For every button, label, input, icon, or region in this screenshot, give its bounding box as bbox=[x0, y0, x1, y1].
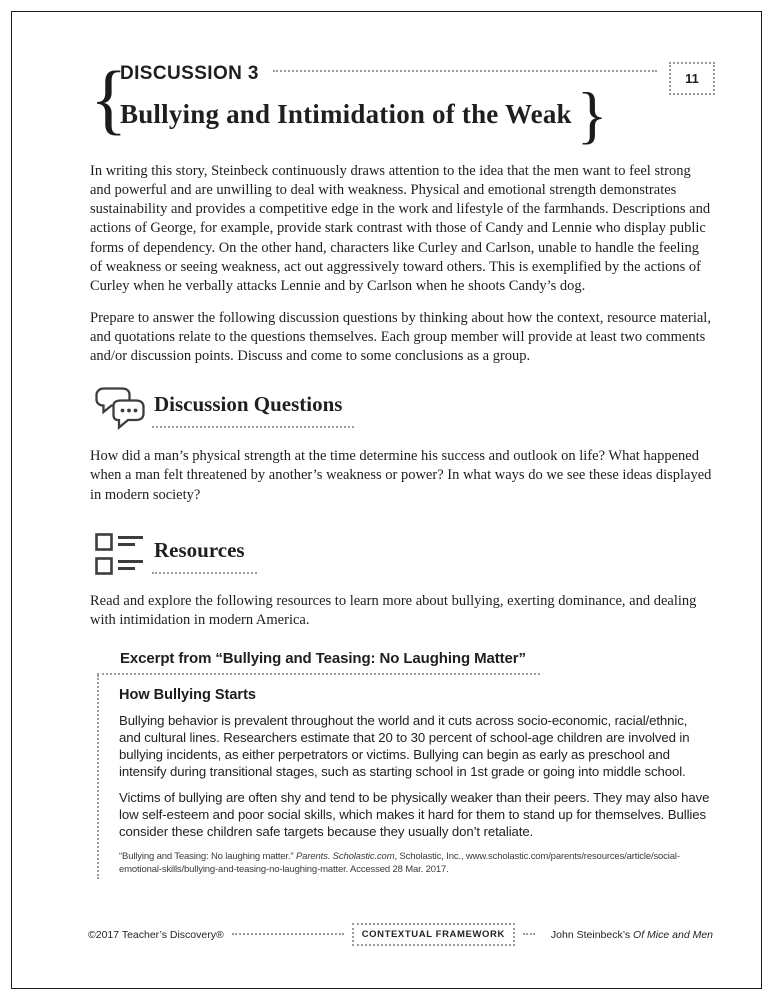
document-header bbox=[90, 55, 712, 150]
citation-article-title: “Bullying and Teasing: No laughing matter.” bbox=[119, 851, 296, 863]
excerpt-subheading: How Bullying Starts bbox=[119, 686, 256, 703]
page-footer bbox=[88, 923, 713, 946]
page-number: 11 bbox=[685, 71, 699, 86]
resources-intro-text: Read and explore the following resources to learn more about bullying, exerting dominance, and dealing with intimidation in modern America. bbox=[90, 592, 697, 628]
page-title: Bullying and Intimidation of the Weak bbox=[120, 98, 572, 129]
discussion-questions-header bbox=[90, 386, 712, 431]
intro-paragraph-1: In writing this story, Steinbeck continuously draws attention to the idea that the men want to feel strong and powerful and are unwilling to deal with weakness. Physical and emotional strength demonstrates sustainability and provides a competitive edge in the work and lifestyle of the farmhands. Descriptions and actions of George, for example, provide stark contrast with those of Candy and Lennie who display public forms of dependency. On the other hand, characters like Curley and Carlson, unable to handle the feeling of weakness or seeing weakness, act out aggressively toward others. This is exemplified by the actions of Curley when he verbally attacks Lennie and by Carlson when he shoots Candy’s dog. bbox=[90, 163, 711, 294]
citation-details: , Scholastic, Inc., www.scholastic.com/parents/resources/article/social-emotional-skills/bullying-and-teasing-no-laughing-matter. Accessed 28 Mar. 2017. bbox=[119, 851, 680, 875]
page-content bbox=[90, 55, 712, 879]
title-row bbox=[120, 79, 712, 150]
book-title: Of Mice and Men bbox=[633, 928, 713, 941]
excerpt-box bbox=[97, 650, 712, 879]
section-kicker: DISCUSSION 3 bbox=[120, 63, 259, 84]
discussion-question-text: How did a man’s physical strength at the time determine his success and outlook on life? What happened when a man felt threatened by another’s weakness or power? In what ways do we see these ideas displayed in modern society? bbox=[90, 448, 712, 503]
excerpt-title: Excerpt from “Bullying and Teasing: No Laughing Matter” bbox=[120, 649, 526, 667]
excerpt-paragraph-1: Bullying behavior is prevalent throughout the world and it cuts across socio-economic, racial/ethnic, and cultural lines. Researchers estimate that 20 to 30 percent of school-age children are involved in bullying incidents, as either perpetrators or victims. Bullying can begin as early as preschool and intensify during transitional stages, such as starting school in 1st grade or going into middle school. bbox=[119, 712, 690, 779]
dotted-rule bbox=[232, 933, 344, 935]
speech-bubbles-icon bbox=[90, 386, 152, 431]
book-author: John Steinbeck’s bbox=[550, 928, 631, 941]
resources-heading: Resources bbox=[152, 536, 257, 574]
section-label-badge: CONTEXTUAL FRAMEWORK bbox=[352, 923, 515, 946]
right-brace-decoration: } bbox=[576, 79, 608, 150]
resources-header bbox=[90, 531, 712, 579]
citation-source: Parents. Scholastic.com bbox=[296, 851, 395, 863]
excerpt-paragraph-2: Victims of bullying are often shy and tend to be physically weaker than their peers. They may also have low self-esteem and poor social skills, which makes it hard for them to stand up for themselves. Bullies consider these children safe targets because they usually don’t retaliate. bbox=[119, 790, 710, 840]
checklist-icon bbox=[90, 531, 152, 579]
book-reference bbox=[551, 929, 713, 941]
excerpt-body bbox=[97, 675, 712, 879]
discussion-questions-heading: Discussion Questions bbox=[152, 390, 354, 428]
kicker-row bbox=[120, 62, 712, 86]
dotted-rule bbox=[273, 70, 657, 72]
copyright-text: ©2017 Teacher’s Discovery® bbox=[88, 928, 224, 941]
excerpt-citation bbox=[119, 851, 712, 877]
dotted-rule bbox=[523, 933, 535, 935]
header-text bbox=[120, 62, 712, 150]
intro-paragraph-2: Prepare to answer the following discussion questions by thinking about how the context, resource material, and quotations relate to the questions themselves. Each group member will provide at least two comments and/or discussion points. Discuss and come to some conclusions as a group. bbox=[90, 309, 711, 365]
left-brace-decoration: { bbox=[90, 55, 128, 142]
